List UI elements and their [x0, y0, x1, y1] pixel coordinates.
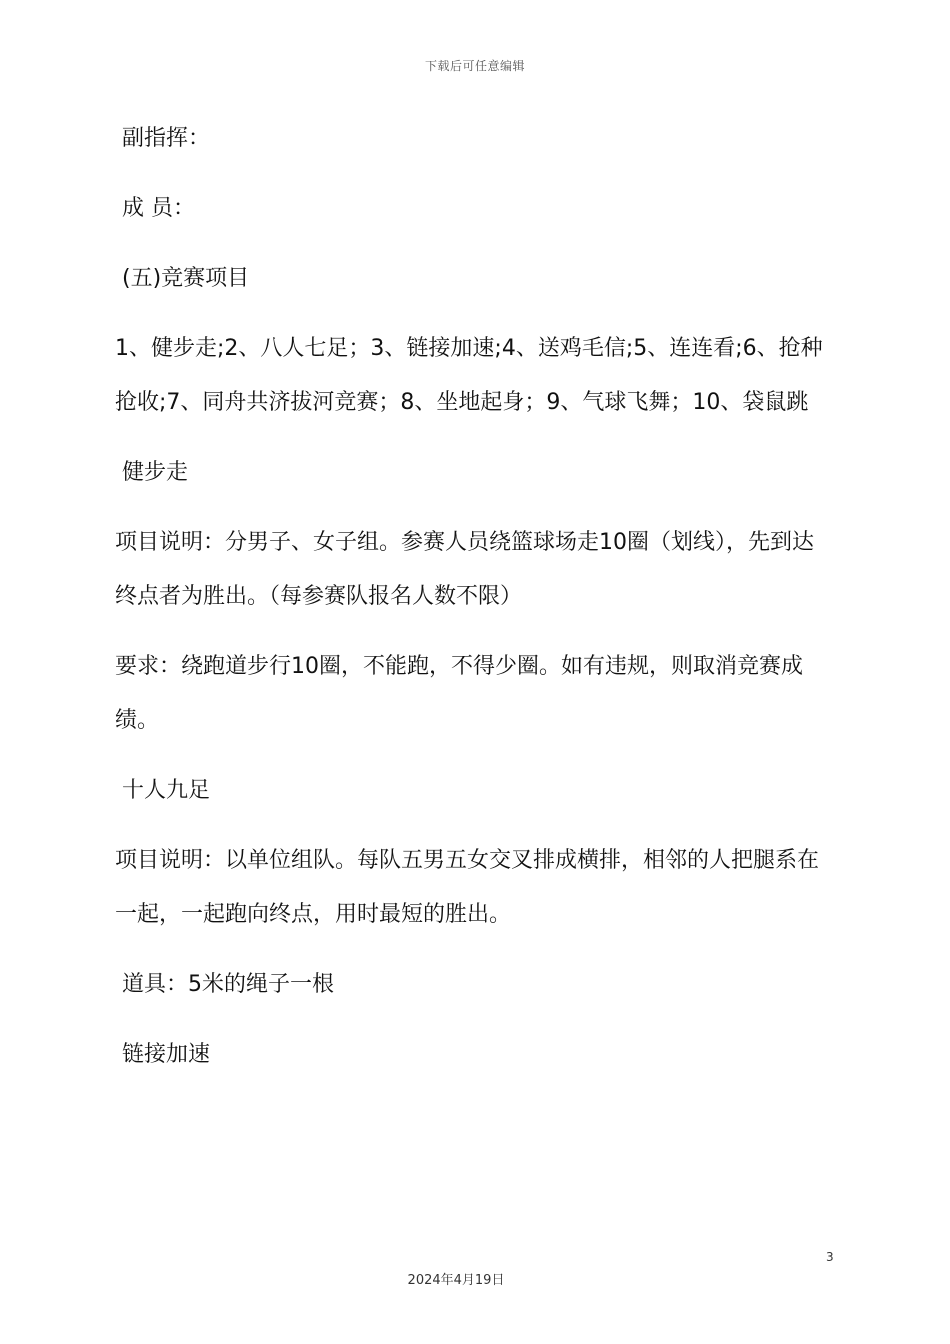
section-heading-events: (五)竞赛项目 [122, 266, 250, 291]
event-title-link-acceleration: 链接加速 [122, 1042, 211, 1067]
events-list-paragraph: 1、健步走;2、八人七足；3、链接加速;4、送鸡毛信;5、连连看;6、抢种抢收;7、同舟共济拔河竞赛；8、坐地起身；9、气球飞舞；10、袋鼠跳 [115, 336, 823, 415]
page-number: 3 [826, 1250, 834, 1264]
ten-people-nine-legs-description: 项目说明：以单位组队。每队五男五女交叉排成横排，相邻的人把腿系在一起，一起跑向终点，用时最短的胜出。 [115, 848, 820, 927]
props-line: 道具：5米的绳子一根 [122, 972, 334, 997]
members-line: 成 员： [122, 196, 195, 221]
event-title-ten-people-nine-legs: 十人九足 [122, 778, 211, 803]
brisk-walk-description: 项目说明：分男子、女子组。参赛人员绕篮球场走10圈（划线），先到达终点者为胜出。（每参赛队报名人数不限） [115, 530, 814, 609]
deputy-commander-line: 副指挥： [122, 126, 211, 151]
page-footer-date: 2024年4月19日 [407, 1273, 505, 1288]
brisk-walk-requirements: 要求：绕跑道步行10圈，不能跑，不得少圈。如有违规，则取消竞赛成绩。 [115, 654, 803, 733]
page-header: 下载后可任意编辑 [424, 59, 525, 73]
document-body [115, 112, 835, 1098]
event-title-brisk-walk: 健步走 [122, 460, 189, 485]
